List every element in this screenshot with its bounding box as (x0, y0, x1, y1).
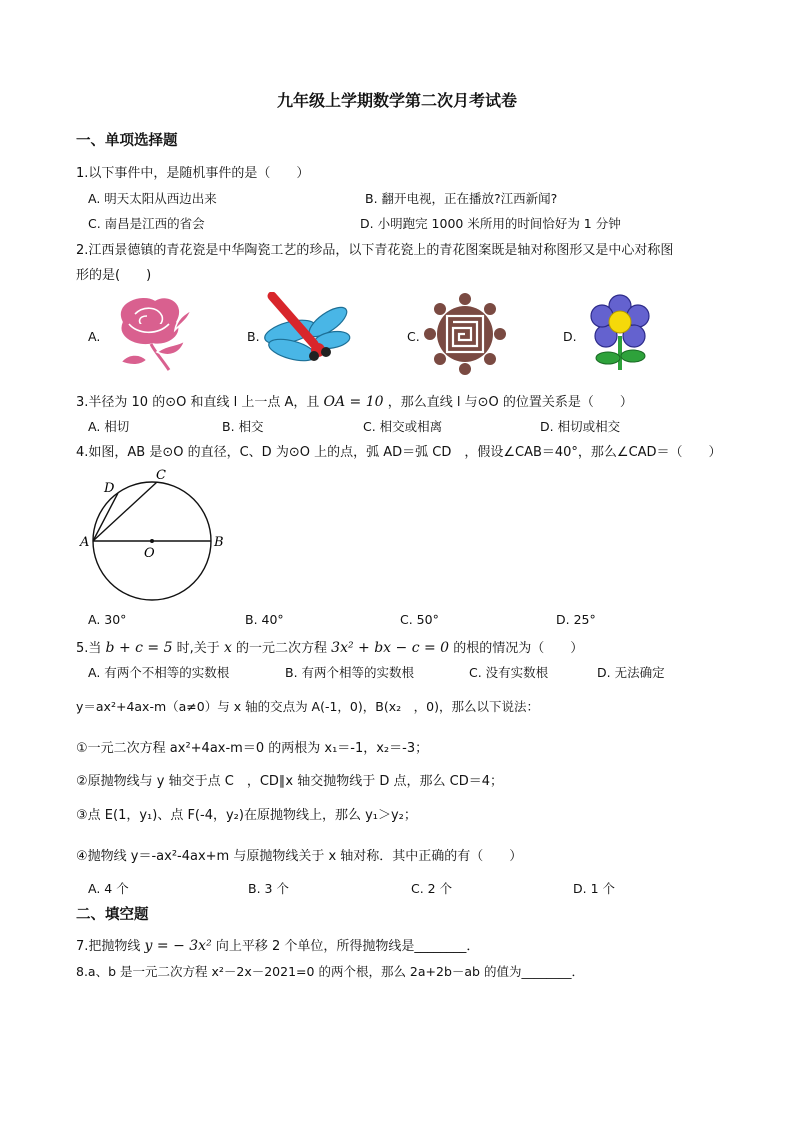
question-6-statement-4: ④抛物线 y＝-ax²-4ax+m 与原抛物线关于 x 轴对称．其中正确的有（ ） (76, 849, 523, 864)
point-label-b: B (214, 535, 224, 550)
question-1-option-d: D. 小明跑完 1000 米所用的时间恰好为 1 分钟 (360, 216, 621, 231)
page-title: 九年级上学期数学第二次月考试卷 (276, 91, 517, 110)
flower-icon (588, 292, 652, 372)
question-2-option-d: D. (563, 329, 577, 344)
question-7-formula: y = − 3x² (144, 938, 212, 954)
question-4-option-a: A. 30° (88, 612, 127, 627)
question-3-stem-part1: 3.半径为 10 的⊙O 和直线 l 上一点 A，且 (76, 395, 320, 410)
circle-geometry-figure (76, 466, 236, 606)
question-5-condition: b + c = 5 (105, 640, 173, 656)
question-5-stem-part2: 时,关于 (176, 641, 220, 656)
point-label-o: O (144, 546, 155, 561)
question-3-option-c: C. 相交或相离 (363, 419, 443, 434)
question-2-stem-line2: 形的是( ) (76, 268, 152, 283)
section-heading-choice: 一、单项选择题 (76, 133, 178, 149)
question-5-stem-part4: 的根的情况为（ ） (453, 641, 584, 656)
question-5-equation: 3x² + bx − c = 0 (331, 640, 450, 656)
question-3-option-d: D. 相切或相交 (540, 419, 621, 434)
question-5-stem (76, 637, 583, 656)
question-6-statement-2: ②原抛物线与 y 轴交于点 C ，CD∥x 轴交抛物线于 D 点，那么 CD＝4； (76, 774, 504, 789)
question-5-variable: x (223, 640, 232, 656)
question-5-option-c: C. 没有实数根 (469, 665, 549, 680)
section-heading-fill-in: 二、填空题 (76, 907, 149, 923)
question-5-stem-part1: 5.当 (76, 641, 102, 656)
question-2-option-a: A. (88, 329, 101, 344)
question-1-option-c: C. 南昌是江西的省会 (88, 216, 205, 231)
question-6-option-b: B. 3 个 (248, 881, 289, 896)
question-7-stem-part1: 7.把抛物线 (76, 939, 141, 954)
question-6-statement-1: ①一元二次方程 ax²+4ax-m＝0 的两根为 x₁＝-1，x₂＝-3； (76, 741, 429, 756)
rose-icon (107, 292, 192, 372)
point-label-c: C (156, 468, 166, 483)
question-4-option-d: D. 25° (556, 612, 596, 627)
question-3-stem (76, 391, 633, 410)
question-3-stem-part2: ，那么直线 l 与⊙O 的位置关系是（ ） (387, 395, 633, 410)
question-3-formula: OA = 10 (323, 394, 384, 410)
question-6-option-d: D. 1 个 (573, 881, 615, 896)
question-6-statement-3: ③点 E(1，y₁)、点 F(-4，y₂)在原抛物线上，那么 y₁＞y₂； (76, 808, 417, 823)
question-6-premise: y＝ax²+4ax-m（a≠0）与 x 轴的交点为 A(-1，0)，B(x₂ ，0)，那么以下说法： (76, 699, 539, 714)
dragonfly-icon (262, 292, 354, 372)
question-1-option-b: B. 翻开电视，正在播放?江西新闻? (365, 191, 558, 206)
question-4-option-c: C. 50° (400, 612, 439, 627)
question-3-option-b: B. 相交 (222, 419, 264, 434)
question-5-stem-part3: 的一元二次方程 (236, 641, 328, 656)
question-5-option-d: D. 无法确定 (597, 665, 665, 680)
question-7-stem (76, 935, 479, 954)
question-4-stem: 4.如图，AB 是⊙O 的直径，C、D 为⊙O 上的点，弧 AD＝弧 CD ，假设∠CAB＝40°，那么∠CAD＝（ ） (76, 445, 722, 460)
question-1-option-a: A. 明天太阳从西边出来 (88, 191, 217, 206)
point-label-a: A (80, 535, 90, 550)
question-4-option-b: B. 40° (245, 612, 284, 627)
question-5-option-b: B. 有两个相等的实数根 (285, 665, 415, 680)
point-label-d: D (104, 481, 115, 496)
question-5-option-a: A. 有两个不相等的实数根 (88, 665, 230, 680)
question-2-stem-line1: 2.江西景德镇的青花瓷是中华陶瓷工艺的珍品，以下青花瓷上的青花图案既是轴对称图形又是中心对称图 (76, 243, 674, 258)
question-2-option-b: B. (247, 329, 260, 344)
question-7-stem-part2: 向上平移 2 个单位，所得抛物线是________． (215, 939, 480, 954)
question-2-option-c: C. (407, 329, 420, 344)
question-6-option-c: C. 2 个 (411, 881, 453, 896)
question-6-option-a: A. 4 个 (88, 881, 129, 896)
auspicious-pattern-icon (420, 290, 510, 378)
question-8-stem: 8.a、b 是一元二次方程 x²－2x－2021=0 的两个根，那么 2a+2b－ab 的值为________． (76, 964, 584, 979)
question-1-stem: 1.以下事件中，是随机事件的是（ ） (76, 166, 310, 181)
question-3-option-a: A. 相切 (88, 419, 130, 434)
